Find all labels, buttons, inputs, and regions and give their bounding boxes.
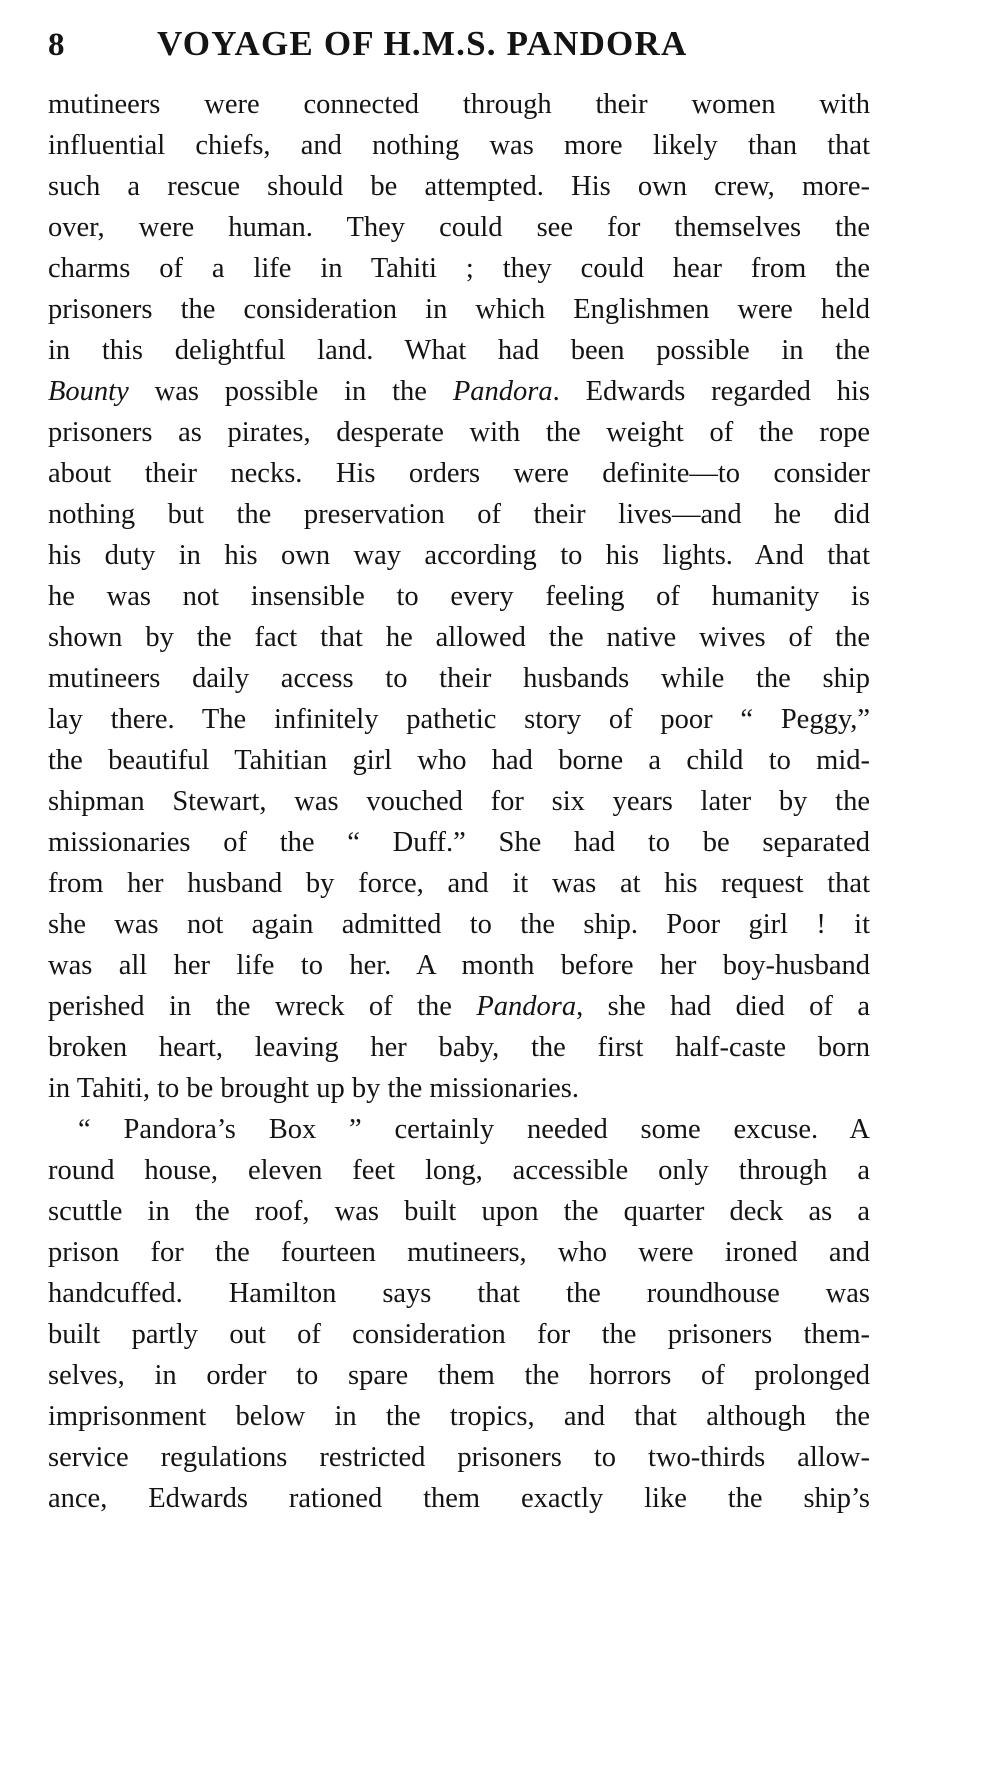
paragraph-2 (48, 1109, 870, 1519)
text-line: prison for the fourteen mutineers, who were ironed and (48, 1237, 870, 1268)
text-line: charms of a life in Tahiti ; they could hear from the (48, 253, 870, 284)
paragraph-1 (48, 84, 870, 1109)
text-line: Bounty was possible in the Pandora. Edwards regarded his (48, 376, 870, 407)
text-line: mutineers daily access to their husbands while the ship (48, 663, 870, 694)
text-line: the beautiful Tahitian girl who had borne a child to mid- (48, 745, 870, 776)
text-line: he was not insensible to every feeling of humanity is (48, 581, 870, 612)
text-line: nothing but the preservation of their lives—and he did (48, 499, 870, 530)
text-line: over, were human. They could see for themselves the (48, 212, 870, 243)
text-line: such a rescue should be attempted. His own crew, more- (48, 171, 870, 202)
text-line: handcuffed. Hamilton says that the roundhouse was (48, 1278, 870, 1309)
text-line: mutineers were connected through their women with (48, 89, 870, 120)
book-page (48, 24, 870, 1519)
page-number: 8 (48, 27, 65, 63)
text-line: broken heart, leaving her baby, the first half-caste born (48, 1032, 870, 1063)
text-line: imprisonment below in the tropics, and that although the (48, 1401, 870, 1432)
text-line: round house, eleven feet long, accessible only through a (48, 1155, 870, 1186)
text-line: she was not again admitted to the ship. Poor girl ! it (48, 909, 870, 940)
text-line: was all her life to her. A month before her boy-husband (48, 950, 870, 981)
text-line: missionaries of the “ Duff.” She had to be separated (48, 827, 870, 858)
body-text (48, 84, 870, 1519)
text-line: in this delightful land. What had been possible in the (48, 335, 870, 366)
text-line: in Tahiti, to be brought up by the missionaries. (48, 1073, 580, 1104)
text-line: ance, Edwards rationed them exactly like the ship’s (48, 1483, 870, 1514)
text-line: shipman Stewart, was vouched for six years later by the (48, 786, 870, 817)
text-line: lay there. The infinitely pathetic story of poor “ Peggy,” (48, 704, 870, 735)
text-line: from her husband by force, and it was at his request that (48, 868, 870, 899)
text-line: “ Pandora’s Box ” certainly needed some excuse. A (78, 1114, 870, 1145)
text-line: built partly out of consideration for the prisoners them- (48, 1319, 870, 1350)
running-head: VOYAGE OF H.M.S. PANDORA (157, 24, 688, 63)
text-line: influential chiefs, and nothing was more likely than that (48, 130, 870, 161)
text-line: perished in the wreck of the Pandora, she had died of a (48, 991, 870, 1022)
page-header (48, 24, 870, 76)
text-line: prisoners as pirates, desperate with the weight of the rope (48, 417, 870, 448)
text-line: scuttle in the roof, was built upon the quarter deck as a (48, 1196, 870, 1227)
text-line: about their necks. His orders were definite—to consider (48, 458, 870, 489)
text-line: shown by the fact that he allowed the native wives of the (48, 622, 870, 653)
text-line: service regulations restricted prisoners to two-thirds allow- (48, 1442, 870, 1473)
text-line: selves, in order to spare them the horrors of prolonged (48, 1360, 870, 1391)
text-line: his duty in his own way according to his lights. And that (48, 540, 870, 571)
text-line: prisoners the consideration in which Englishmen were held (48, 294, 870, 325)
